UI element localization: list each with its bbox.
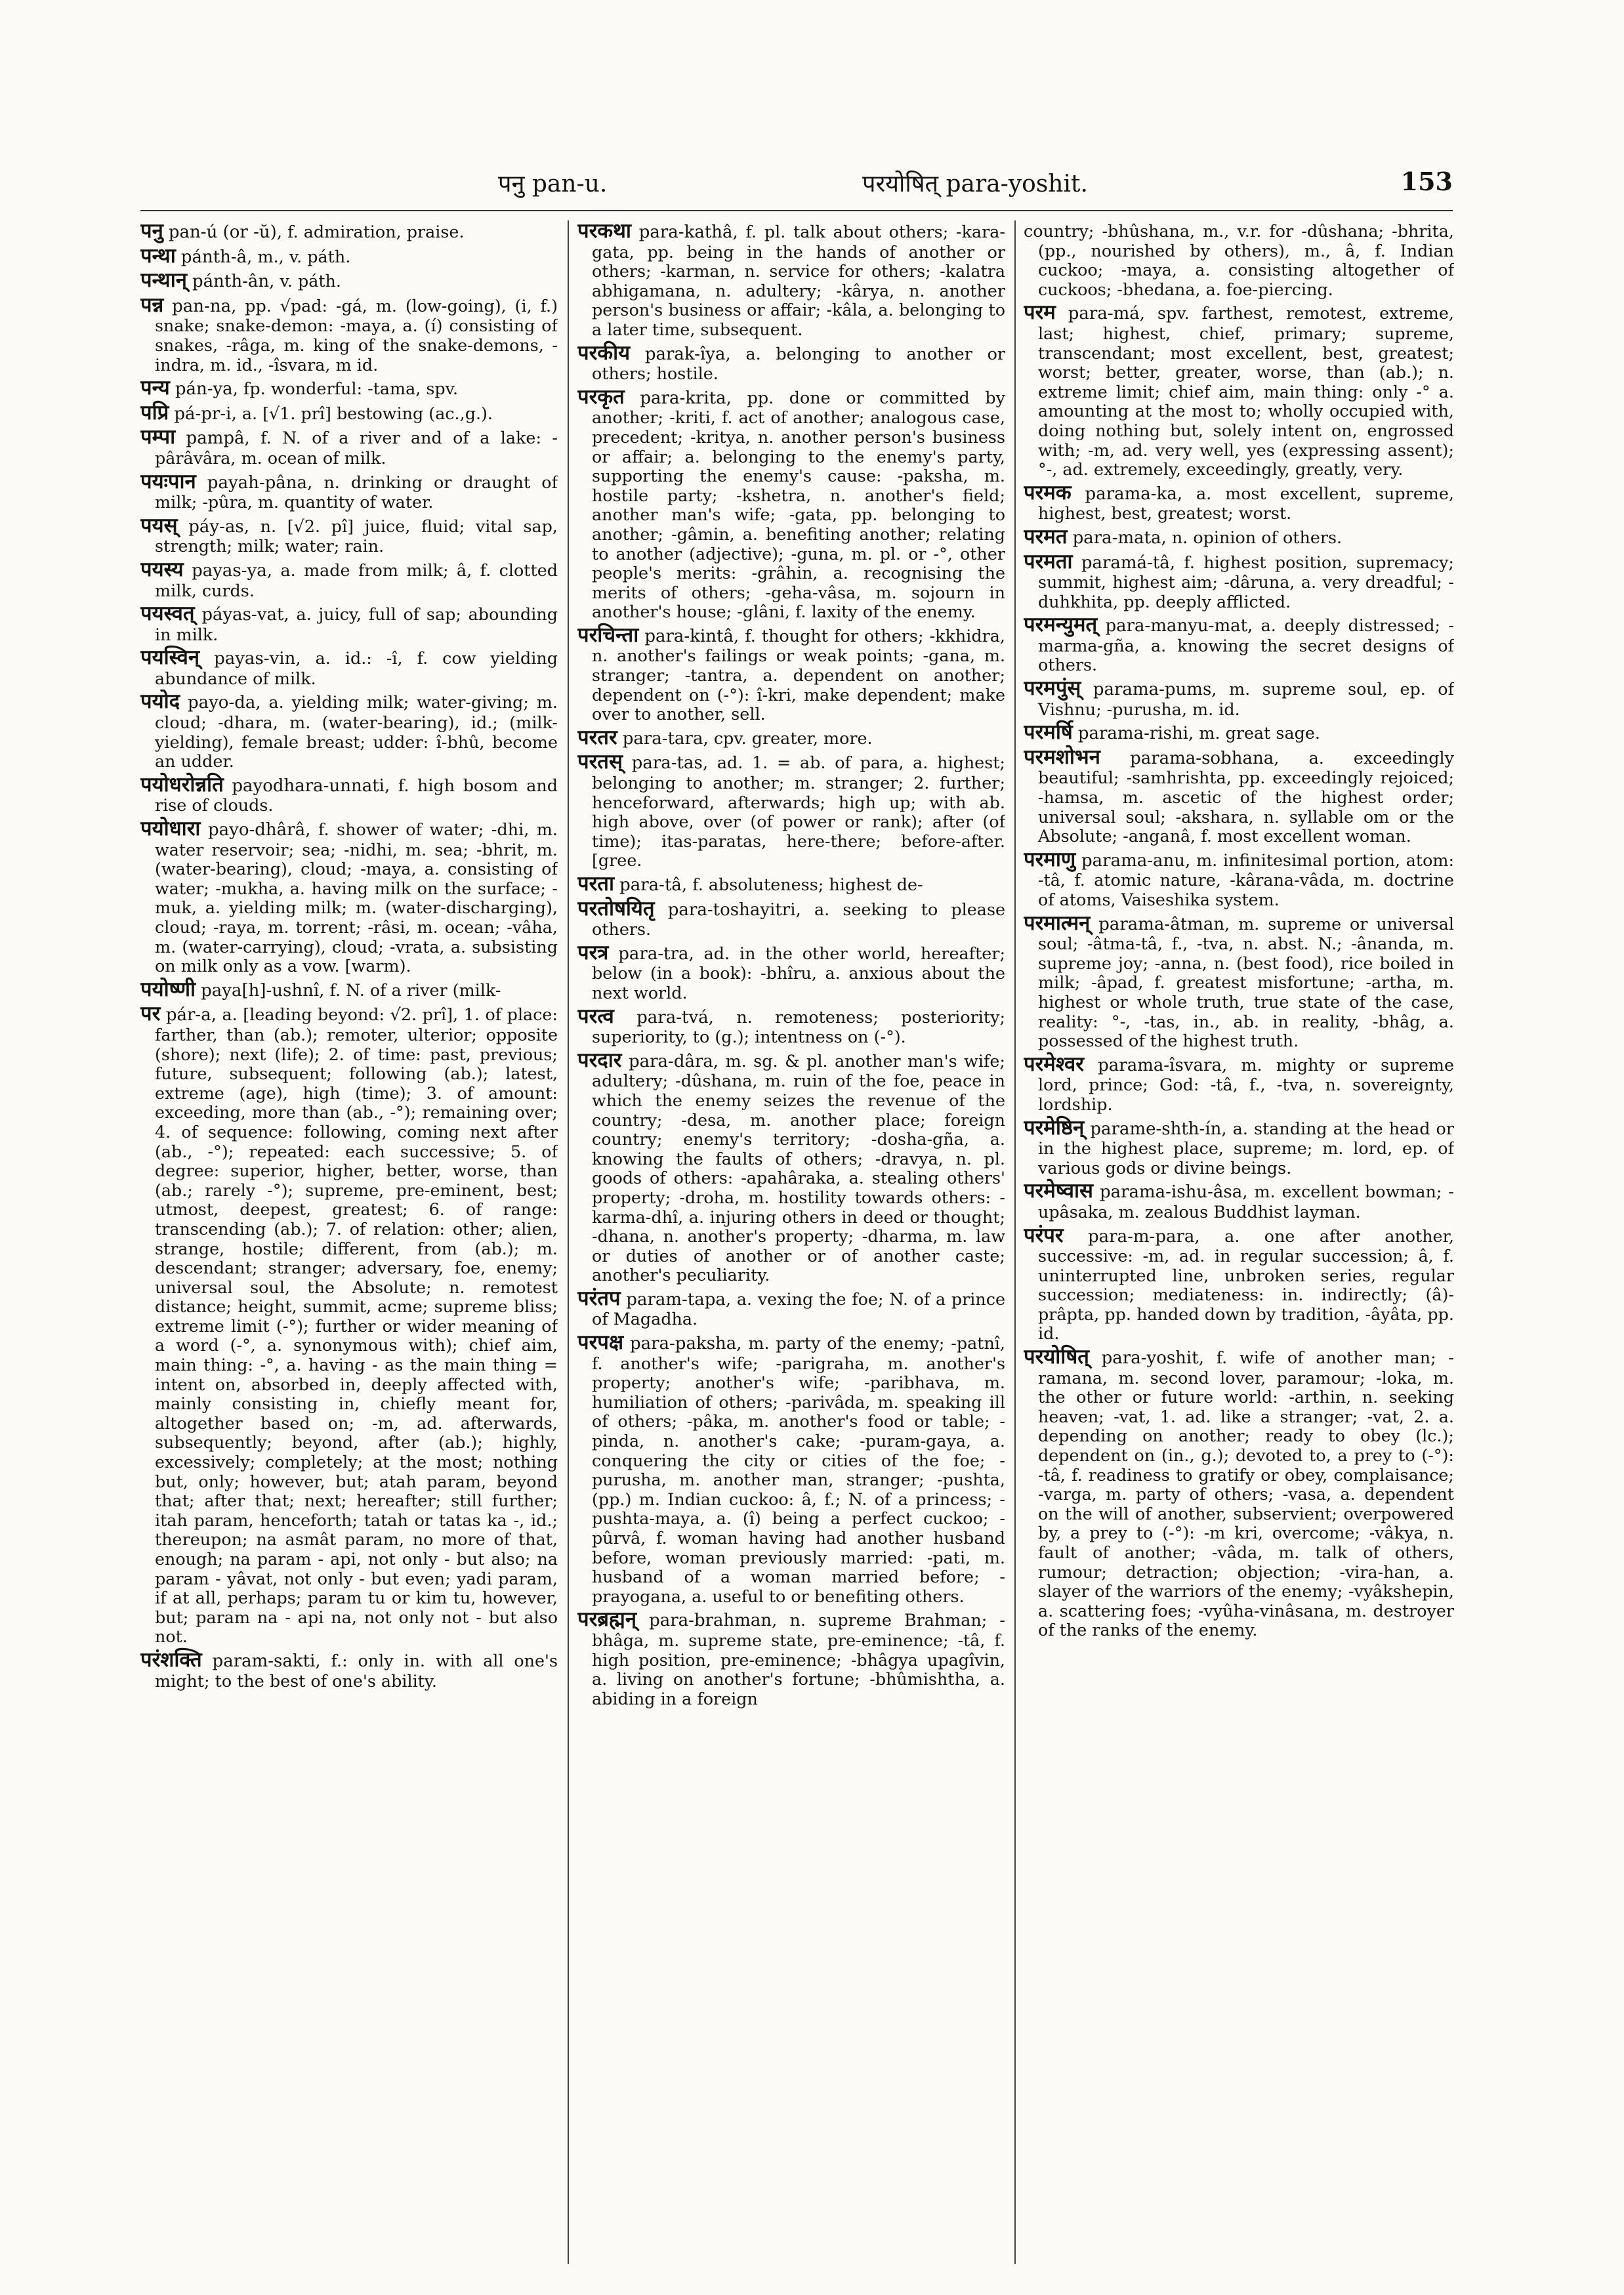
column-divider xyxy=(568,220,569,2264)
headword-devanagari: परत्व xyxy=(577,1004,614,1028)
entry-definition: country; -bhûshana, m., v.r. for -dûshana; -bhrita, (pp., nourished by others), m., â, f. Indian cuckoo; -maya, a. consisting altogether of cuckoos; -bhedana, a. foe-piercing. xyxy=(1024,222,1454,299)
dictionary-entry xyxy=(140,819,558,976)
dictionary-entry xyxy=(1024,1115,1454,1178)
entry-definition: m. supreme soul, ep. of Vishnu; -purusha, m. id. xyxy=(1038,679,1454,719)
headword-devanagari: परचिन्ता xyxy=(577,623,639,647)
headword-transliteration: para-dâra, xyxy=(628,1051,719,1071)
dictionary-entry xyxy=(1024,615,1454,675)
headword-devanagari: परमत xyxy=(1024,524,1068,548)
headword-devanagari: पयोधारा xyxy=(140,817,201,841)
headword-devanagari: परंपर xyxy=(1024,1223,1064,1247)
dictionary-entry xyxy=(577,1004,1005,1047)
dictionary-entry xyxy=(577,750,1005,871)
headword-transliteration: param-sakti, xyxy=(212,1651,321,1671)
headword-transliteration: para-paksha, xyxy=(629,1334,742,1354)
headword-devanagari: पयस्वत् xyxy=(140,602,195,626)
dictionary-entry xyxy=(1024,549,1454,612)
headword-transliteration: pampâ, xyxy=(186,428,250,449)
headword-transliteration: parak-îya, xyxy=(644,344,731,364)
headword-transliteration: paya[h]-ushnî, xyxy=(201,980,325,1001)
headword-transliteration: pan-na, xyxy=(172,296,237,316)
headword-transliteration: payah-pâna, xyxy=(207,472,313,493)
headword-transliteration: para-brahman, xyxy=(649,1611,778,1631)
headword-devanagari: परमेश्वर xyxy=(1024,1052,1084,1076)
dictionary-entry xyxy=(1024,480,1454,524)
headword-devanagari: पयस्विन् xyxy=(140,646,200,670)
entry-definition: a. exceedingly beautiful; -samhrishta, pp. exceedingly rejoiced; -hamsa, m. ascetic of the highest order; universal soul; -akshara, n. syllable om or the Absolute; -anganâ, f. most excellent woman. xyxy=(1038,747,1454,846)
dictionary-entry xyxy=(140,469,558,512)
dictionary-entry xyxy=(1024,524,1454,548)
headword-transliteration: parama-pums, xyxy=(1093,680,1217,700)
headword-transliteration: para-yoshit, xyxy=(1101,1348,1204,1369)
entry-definition: m., v. páth. xyxy=(257,246,351,266)
dictionary-entry xyxy=(1024,1052,1454,1115)
headword-transliteration: para-toshayitri, xyxy=(667,899,801,920)
entry-definition: f. shower of water; -dhi, m. water reservoir; sea; -nidhi, m. sea; -bhrit, m. (water-bearing), cloud; -maya, a. consisting of water; -mukha, a. having milk on the surface; -muk, a. yielding milk; m. (water-discharging), cloud; -raya, m. torrent; -râsi, m. ocean; -vâha, m. (water-carrying), cloud; -vrata, a. subsisting on milk only as a vow. [warm). xyxy=(155,819,558,976)
headword-devanagari: परंतप xyxy=(577,1286,621,1310)
entry-definition: n. supreme Brahman; -bhâga, m. supreme state, pre-eminence; -tâ, f. high position, pre-eminence; -bhâgya upagîvin, a. living on another's fortune; -bhûmishtha, a. abiding in a foreign xyxy=(592,1610,1005,1708)
headword-transliteration: parama-rishi, xyxy=(1077,724,1194,744)
running-head xyxy=(140,167,1453,206)
dictionary-entry xyxy=(140,557,558,600)
dictionary-entry xyxy=(577,341,1005,384)
headword-devanagari: पनु xyxy=(140,222,163,243)
headword-devanagari: परयोषित् xyxy=(1024,1345,1089,1369)
entry-definition: ad. in the other world, hereafter; below (in a book): -bhîru, a. anxious about the next world. xyxy=(592,943,1005,1003)
entry-definition: a. yielding milk; water-giving; m. cloud; -dhara, m. (water-bearing), id.; (milk-yielding), female breast; udder: î-bhû, become an udder. xyxy=(155,692,558,772)
headword-devanagari: परमक xyxy=(1024,480,1072,505)
dictionary-entry xyxy=(140,425,558,468)
entry-definition: a. id.: -î, f. cow yielding abundance of milk. xyxy=(155,648,558,688)
entry-definition: a. seeking to please others. xyxy=(592,899,1005,940)
entry-definition: f. thought for others; -kkhidra, n. another's failings or weak points; -gana, m. stranger; -tantra, a. dependent on another; dependent on (-°): î-kri, make dependent; make over to another, sell. xyxy=(592,625,1005,724)
headword-devanagari: पन्था xyxy=(140,243,176,268)
dictionary-entry xyxy=(140,604,558,644)
headword-devanagari: पप्रि xyxy=(140,400,169,424)
headword-devanagari: पयस् xyxy=(140,513,178,537)
headword-transliteration: para-tvá, xyxy=(636,1007,714,1027)
headword-transliteration: para-m-para, xyxy=(1088,1226,1200,1247)
dictionary-entry xyxy=(140,977,558,1001)
entry-definition: m. infinitesimal portion, atom: -tâ, f. atomic nature, -kârana-vâda, m. doctrine of atoms, Vaiseshika system. xyxy=(1038,850,1454,909)
entry-definition: n. drinking or draught of milk; -pûra, m. quantity of water. xyxy=(155,472,558,512)
headword-transliteration: para-mata, xyxy=(1072,527,1167,548)
headword-devanagari: परम xyxy=(1024,300,1056,325)
headword-devanagari: परब्रह्मन् xyxy=(577,1607,637,1632)
entry-definition: f. pl. talk about others; -kara-gata, pp. being in the hands of another or others; -karman, n. service for others; -kalatra abhigamana, n. adultery; -kârya, n. another person's business or affair; -kâla, a. belonging to a later time, subsequent. xyxy=(592,222,1005,339)
dictionary-entry xyxy=(577,1607,1005,1708)
dictionary-entry xyxy=(140,1004,558,1647)
headword-transliteration: pan-ú (or -ŭ), xyxy=(168,222,283,242)
dictionary-entry xyxy=(577,1048,1005,1285)
headword-devanagari: परमेष्वास xyxy=(1024,1179,1093,1203)
headword-devanagari: परकथा xyxy=(577,222,631,243)
entry-definition: v. páth. xyxy=(280,271,341,291)
entry-definition: a. most excellent, supreme, highest, best, greatest; worst. xyxy=(1038,483,1454,524)
headword-transliteration: parama-îsvara, xyxy=(1098,1055,1228,1075)
headword-transliteration: para-krita, xyxy=(640,388,732,408)
dictionary-entry xyxy=(1024,1179,1454,1222)
headword-transliteration: payodhara-unnati, xyxy=(232,775,390,796)
dictionary-entry xyxy=(577,1286,1005,1329)
headword-devanagari: परतस् xyxy=(577,750,623,774)
headword-devanagari: परकीय xyxy=(577,341,631,365)
headword-transliteration: payas-ya, xyxy=(192,560,272,581)
column-3 xyxy=(1024,222,1454,2282)
headword-devanagari: परतोषयितृ xyxy=(577,896,655,920)
entry-definition: spv. farthest, remotest, extreme, last; highest, chief, primary; supreme, transcendant; most excellent, best, greatest; worst; better, greater, worse, than (ab.); n. extreme limit; chief aim, main thing: only -° a. amounting at the most to; wholly occupied with, doing nothing but, solely intent on, engrossed with; -m, ad. very well, yes (expressing assent); °-, ad. extremely, exceedingly, greatly, very. xyxy=(1038,303,1454,480)
headword-transliteration: para-kintâ, xyxy=(644,626,739,646)
entry-definition: fp. wonderful: -tama, spv. xyxy=(243,379,459,399)
running-head-left: पनु pan-u. xyxy=(498,171,608,197)
page-number: 153 xyxy=(1400,167,1453,196)
headword-transliteration: pár-a, xyxy=(165,1005,217,1025)
entry-definition: a. [leading beyond: √2. prî], 1. of place: farther, than (ab.); remoter, ulterior; opposite (shore); next (life); 2. of time: past, previous; future, subsequent; following (ab.); latest, extreme (age), high (time); 3. of amount: exceeding, more than (ab., -°); remaining over; 4. of sequence: following, coming next after (ab., -°); repeated: each successive; 5. of degree: superior, higher, better, worse, than (ab.; rarely -°); supreme, pre-eminent, best; utmost, deepest, greatest; 6. of range: transcending (ab.); 7. of relation: other; alien, strange, hostile; different, from (ab.); m. descendant; stranger; adversary, foe, enemy; universal soul, the Absolute; n. remotest distance; height, summit, acme; supreme bliss; extreme limit (-°); further or wider meaning of a word (-°, a. synonymous with); chief aim, main thing: -°, a. having - as the main thing = intent on, absorbed in, deeply affected with, mainly consisting in, chiefly meant for, altogether based on; -m, ad. afterwards, subsequently; beyond, after (ab.); highly, excessively; completely; at the most; nothing but, only; however, but; atah param, beyond that; after that; next; hereafter; still further; itah param, henceforth; tatah or tatas ka -, id.; thereupon; na asmât param, no more of that, enough; na param - api, not only - but also; na param - yâvat, not only - but even; yadi param, if at all, perhaps; param tu or kim tu, however, but; param na - api na, not only not - but also not. xyxy=(155,1004,558,1647)
headword-devanagari: पर xyxy=(140,1002,161,1026)
entry-definition: f. highest position, supremacy; summit, highest aim; -dâruna, a. very dreadful; -duhkhita, pp. deeply afflicted. xyxy=(1038,552,1454,611)
headword-transliteration: parame-shth-ín, xyxy=(1090,1119,1227,1139)
dictionary-entry xyxy=(1024,676,1454,719)
headword-devanagari: परंशक्ति xyxy=(140,1647,202,1672)
header-rule xyxy=(140,210,1453,211)
entry-definition: f. high bosom and rise of clouds. xyxy=(155,775,558,816)
headword-devanagari: पन्थान् xyxy=(140,268,187,293)
entry-definition: n. remoteness; posteriority; superiority, to (g.); intentness on (-°). xyxy=(592,1006,1005,1047)
headword-transliteration: para-tara, xyxy=(622,728,709,749)
headword-devanagari: परता xyxy=(577,872,614,896)
entry-definition: m. supreme or universal soul; -âtma-tâ, f., -tva, n. abst. N.; -ânanda, m. supreme joy; -anna, n. (best food), rice boiled in milk; -âpad, f. greatest misfortune; -artha, m. highest or whole truth, true state of the case, reality: °-, -tas, in., ab. in reality, -bhâg, a. possessed of the highest truth. xyxy=(1038,913,1454,1051)
running-head-right: परयोषित् para-yoshit. xyxy=(862,171,1088,197)
headword-transliteration: para-kathâ, xyxy=(638,222,738,242)
dictionary-entry xyxy=(1024,222,1454,299)
headword-devanagari: पयोद xyxy=(140,690,180,714)
headword-transliteration: parama-ka, xyxy=(1085,484,1183,504)
headword-devanagari: पम्पा xyxy=(140,425,176,449)
dictionary-entry xyxy=(140,222,558,243)
entry-definition: a. juicy, full of sap; abounding in milk. xyxy=(155,604,558,644)
dictionary-entry xyxy=(1024,911,1454,1051)
entry-definition: a. vexing the foe; N. of a prince of Magadha. xyxy=(592,1289,1005,1329)
headword-transliteration: param-tapa, xyxy=(626,1289,732,1310)
entry-definition: a. [√1. prî] bestowing (ac.,g.). xyxy=(241,403,493,423)
headword-devanagari: परमन्युमत् xyxy=(1024,613,1098,637)
headword-devanagari: पन्य xyxy=(140,376,170,400)
headword-devanagari: पयःपान xyxy=(140,469,196,493)
headword-transliteration: para-tâ, xyxy=(619,875,688,895)
dictionary-entry xyxy=(140,692,558,771)
dictionary-entry xyxy=(140,400,558,424)
entry-definition: f.: only in. with all one's might; to the best of one's ability. xyxy=(155,1650,558,1691)
headword-devanagari: पयोधरोन्नति xyxy=(140,772,224,796)
headword-devanagari: परदार xyxy=(577,1048,622,1072)
dictionary-entry xyxy=(1024,847,1454,910)
headword-transliteration: para-má, xyxy=(1068,304,1146,324)
dictionary-entry xyxy=(140,648,558,688)
entry-definition: a. made from milk; â, f. clotted milk, curds. xyxy=(155,560,558,600)
headword-devanagari: पयस्य xyxy=(140,557,184,581)
headword-devanagari: परमात्मन् xyxy=(1024,911,1091,935)
headword-transliteration: payo-da, xyxy=(187,693,261,713)
headword-transliteration: payas-vin, xyxy=(214,649,301,669)
headword-transliteration: para-tra, xyxy=(618,943,694,964)
dictionary-entry xyxy=(577,940,1005,1003)
entry-definition: ad. 1. = ab. of para, a. highest; belonging to another; m. stranger; 2. further; henceforward, afterwards; high up; with ab. high above, over (of power or rank); after (of time); itas-paratas, here-there; before-after. [gree. xyxy=(592,753,1005,871)
headword-devanagari: परतर xyxy=(577,725,617,749)
headword-devanagari: परपक्ष xyxy=(577,1331,624,1355)
dictionary-entry xyxy=(140,1647,558,1691)
column-2 xyxy=(577,222,1005,2282)
headword-transliteration: parama-ishu-âsa, xyxy=(1099,1182,1248,1203)
dictionary-entry xyxy=(140,293,558,375)
dictionary-entry xyxy=(577,725,1005,749)
entry-definition: m. mighty or supreme lord, prince; God: -tâ, f., -tva, n. sovereignty, lordship. xyxy=(1038,1054,1454,1114)
dictionary-entry xyxy=(577,1333,1005,1606)
headword-devanagari: परमेष्ठिन् xyxy=(1024,1115,1085,1140)
headword-transliteration: páy-as, xyxy=(188,516,249,537)
entry-definition: f. N. of a river (milk- xyxy=(329,980,501,1000)
headword-transliteration: payo-dhârâ, xyxy=(208,820,311,840)
entry-definition: f. absoluteness; highest de- xyxy=(692,875,923,894)
entry-definition: n. [√2. pî] juice, fluid; vital sap, strength; milk; water; rain. xyxy=(155,516,558,556)
headword-devanagari: परत्र xyxy=(577,940,609,964)
entry-definition: f. N. of a river and of a lake: -pârâvâra, m. ocean of milk. xyxy=(155,428,558,468)
headword-transliteration: parama-anu, xyxy=(1081,850,1191,871)
headword-transliteration: pán-ya, xyxy=(175,379,238,400)
headword-devanagari: परमर्षि xyxy=(1024,720,1073,745)
column-divider xyxy=(1014,220,1016,2264)
dictionary-entry xyxy=(1024,1223,1454,1344)
headword-transliteration: pánth-â, xyxy=(180,247,253,267)
dictionary-entry xyxy=(140,243,558,268)
entry-definition: pp. done or committed by another; -kriti, f. act of another; analogous case, precedent; -kritya, n. another person's business or affair; a. belonging to the enemy's party, supporting the enemy's cause: -paksha, m. hostile party; -kshetra, n. another's field; another man's wife; -gata, pp. belonging to another; -gâmin, a. benefiting another; relating to another (adjective); -guna, m. pl. or -°, other people's merits: -grâhin, a. recognising the merits of others; -geha-vâsa, m. sojourn in another's house; -glâni, f. laxity of the enemy. xyxy=(592,387,1005,622)
headword-devanagari: पन्न xyxy=(140,293,164,317)
headword-transliteration: paramá-tâ, xyxy=(1081,552,1176,573)
entry-definition: m. excellent bowman; -upâsaka, m. zealous Buddhist layman. xyxy=(1038,1182,1454,1222)
entry-definition: a. deeply distressed; -marma-gña, a. knowing the secret designs of others. xyxy=(1038,615,1454,675)
headword-transliteration: para-manyu-mat, xyxy=(1105,616,1253,636)
dictionary-entry xyxy=(577,222,1005,340)
dictionary-entry xyxy=(140,513,558,556)
entry-definition: m. party of the enemy; -patnî, f. another's wife; -parigraha, m. another's property; another's wife; -paribhava, m. humiliation of others; -parivâda, m. speaking ill of others; -pâka, m. another's food or table; -pinda, n. another's cake; -puram-gaya, a. conquering the city or cities of the foe; -purusha, m. another man, stranger; -pushta, (pp.) m. Indian cuckoo: â, f.; N. of a princess; -pushta-maya, a. (î) being a perfect cuckoo; -pûrvâ, f. woman having had another husband before, woman previously married: -pati, m. husband of a woman married before; -prayogana, a. useful to or benefiting others. xyxy=(592,1333,1005,1606)
headword-transliteration: pánth-ân, xyxy=(192,272,275,292)
dictionary-entry xyxy=(140,376,558,400)
dictionary-entry xyxy=(1024,300,1454,480)
dictionary-entry xyxy=(140,268,558,293)
dictionary-entry xyxy=(577,872,1005,896)
entry-definition: m. great sage. xyxy=(1199,723,1320,743)
entry-definition: m. sg. & pl. another man's wife; adultery; -dûshana, m. ruin of the foe, peace in which the enemy seizes the revenue of the country; -desa, m. another place; foreign country; enemy's territory; -dosha-gña, a. knowing the faults of others; -dravya, n. pl. goods of others: -apahâraka, a. stealing others' property; -droha, m. hostility towards others: -karma-dhî, a. injuring others in deed or thought; -dhana, n. another's property; -dharma, m. law or duties of another or of another caste; another's peculiarity. xyxy=(592,1050,1005,1285)
entry-definition: a. one after another, successive: -m, ad. in regular succession; â, f. uninterrupted line, unbroken series, regular succession; mediateness: in. indirectly; (â)-prâpta, pp. handed down by tradition, -âyâta, pp. id. xyxy=(1038,1226,1454,1344)
headword-transliteration: parama-âtman, xyxy=(1098,914,1230,934)
headword-transliteration: para-tas, xyxy=(631,753,709,774)
headword-transliteration: parama-sobhana, xyxy=(1130,748,1280,768)
dictionary-entry xyxy=(577,384,1005,622)
entry-definition: f. admiration, praise. xyxy=(287,222,465,241)
headword-devanagari: परमशोभन xyxy=(1024,745,1100,769)
dictionary-entry xyxy=(1024,745,1454,846)
dictionary-entry xyxy=(577,623,1005,724)
dictionary-entry xyxy=(577,896,1005,940)
headword-transliteration: pá-pr-i, xyxy=(174,403,237,424)
entry-definition: n. opinion of others. xyxy=(1171,527,1343,547)
headword-devanagari: पयोष्णी xyxy=(140,977,196,1001)
headword-transliteration: páyas-vat, xyxy=(201,605,289,625)
entry-definition: f. wife of another man; -ramana, m. second lover, paramour; -loka, m. the other or future world: -arthin, n. seeking heaven; -vat, 1. ad. like a stranger; -vat, 2. a. depending on another; ready to obey (lc.); dependent on (in., g.); devoted to, a prey to (-°): -tâ, f. readiness to gratify or obey, complaisance; -varga, m. party of others; -vasa, a. dependent on the will of another, subservient; overpowered by, a prey to (-°): -m kri, overcome; -vâkya, n. fault of another; -vâda, m. talk of others, rumour; detraction; objection; -vira-han, a. slayer of the warriors of the enemy; -vyâkshepin, a. scattering foes; -vyûha-vinâsana, m. destroyer of the ranks of the enemy. xyxy=(1038,1348,1454,1640)
entry-definition: pp. √pad: -gá, m. (low-going), (i, f.) snake; snake-demon: -maya, a. (í) consisting of snakes, -râga, m. king of the snake-demons, -indra, m. id., -îsvara, m id. xyxy=(155,295,558,375)
dictionary-entry xyxy=(1024,1345,1454,1640)
dictionary-entry xyxy=(140,772,558,816)
dictionary-entry xyxy=(1024,720,1454,745)
headword-devanagari: परमाणु xyxy=(1024,847,1076,871)
column-1 xyxy=(140,222,558,2282)
headword-devanagari: परमता xyxy=(1024,549,1073,573)
entry-definition: a. standing at the head or in the highest place, supreme; m. lord, ep. of various gods or divine beings. xyxy=(1038,1118,1454,1178)
headword-devanagari: परमपुंस् xyxy=(1024,676,1081,701)
headword-devanagari: परकृत xyxy=(577,384,625,409)
entry-definition: cpv. greater, more. xyxy=(713,728,873,748)
entry-definition: a. belonging to another or others; hostile. xyxy=(592,343,1005,384)
